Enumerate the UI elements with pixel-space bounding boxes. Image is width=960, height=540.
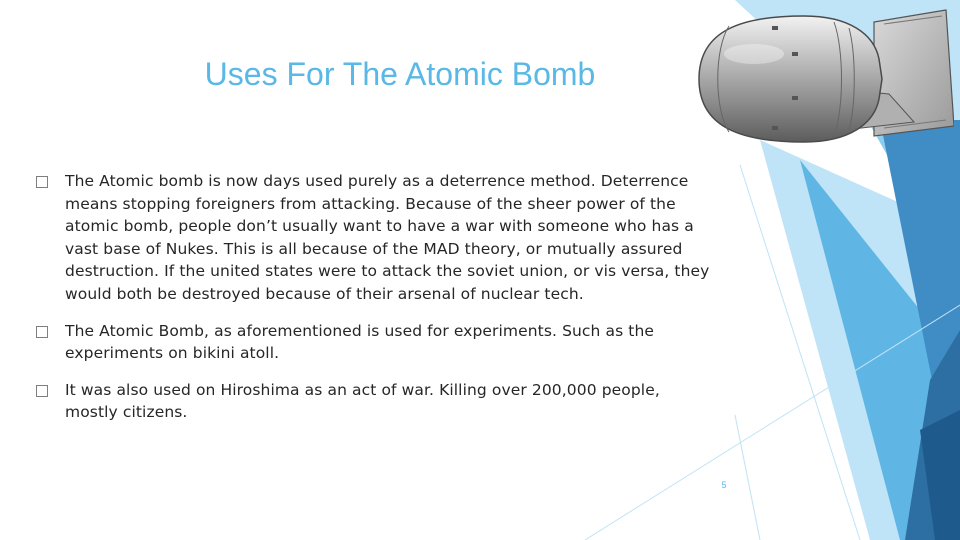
page-number: 5 xyxy=(721,480,727,490)
bullet-marker-icon xyxy=(36,326,48,338)
bullet-marker-icon xyxy=(36,176,48,188)
bullet-marker-icon xyxy=(36,385,48,397)
bullet-text: The Atomic bomb is now days used purely as a deterrence method. Deterrence means stopping foreigners from attacking. Because of the sheer power of the atomic bomb, people don’t usually want to have a war with someone who has a vast base of Nukes. This is all because of the MAD theory, or mutually assured destruction. If the united states were to attack the soviet union, or vis versa, they would both be destroyed because of their arsenal of nuclear tech. xyxy=(65,172,710,303)
bullet-item xyxy=(36,320,716,365)
facet-line-3 xyxy=(735,415,760,540)
bullet-text: It was also used on Hiroshima as an act of war. Killing over 200,000 people, mostly citizens. xyxy=(65,380,660,422)
atomic-bomb-image xyxy=(684,4,954,154)
bullet-item xyxy=(36,170,716,306)
slide-title: Uses For The Atomic Bomb xyxy=(204,56,596,92)
bullet-text: The Atomic Bomb, as aforementioned is used for experiments. Such as the experiments on bikini atoll. xyxy=(65,321,655,363)
bullet-list xyxy=(36,170,716,438)
bullet-item xyxy=(36,379,716,424)
